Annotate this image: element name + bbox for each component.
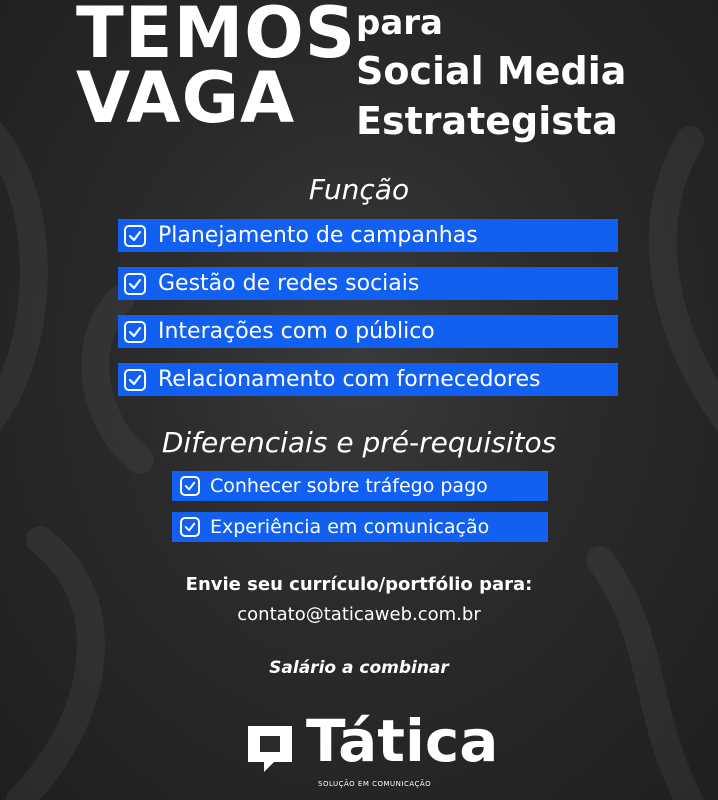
- checkbox-checked-icon: [124, 273, 146, 295]
- funcao-item-3: [118, 315, 618, 348]
- funcao-item-label: Relacionamento com fornecedores: [158, 367, 541, 392]
- headline-para: para: [356, 3, 443, 43]
- funcao-item-label: Planejamento de campanhas: [158, 223, 478, 248]
- salary-text: Salário a combinar: [269, 658, 449, 678]
- brand-tagline: SOLUÇÃO EM COMUNICAÇÃO: [318, 780, 432, 788]
- section-title-funcao: Função: [308, 173, 410, 206]
- checkbox-checked-icon: [124, 369, 146, 391]
- funcao-item-2: [118, 267, 618, 300]
- headline-vaga: VAGA: [76, 57, 296, 139]
- checkbox-checked-icon: [124, 321, 146, 343]
- headline-social-media: Social Media: [356, 49, 627, 93]
- funcao-item-label: Interações com o público: [158, 319, 435, 344]
- headline-estrategista: Estrategista: [356, 99, 618, 143]
- funcao-item-4: [118, 363, 618, 396]
- headline-temos: TEMOS: [76, 0, 357, 74]
- section-title-diferenciais: Diferenciais e pré-requisitos: [161, 426, 557, 459]
- checkbox-checked-icon: [124, 225, 146, 247]
- diferencial-item-label: Conhecer sobre tráfego pago: [210, 475, 488, 497]
- cta-text: Envie seu currículo/portfólio para:: [185, 574, 533, 595]
- contact-email: contato@taticaweb.com.br: [237, 604, 481, 625]
- checkbox-checked-icon: [180, 517, 200, 537]
- diferencial-item-2: [172, 512, 548, 542]
- funcao-item-label: Gestão de redes sociais: [158, 271, 420, 296]
- brand-name: Tática: [306, 707, 499, 775]
- checkbox-checked-icon: [180, 476, 200, 496]
- tatica-logo-icon: [244, 722, 296, 776]
- diferencial-item-label: Experiência em comunicação: [210, 516, 490, 538]
- diferencial-item-1: [172, 471, 548, 501]
- funcao-item-1: [118, 219, 618, 252]
